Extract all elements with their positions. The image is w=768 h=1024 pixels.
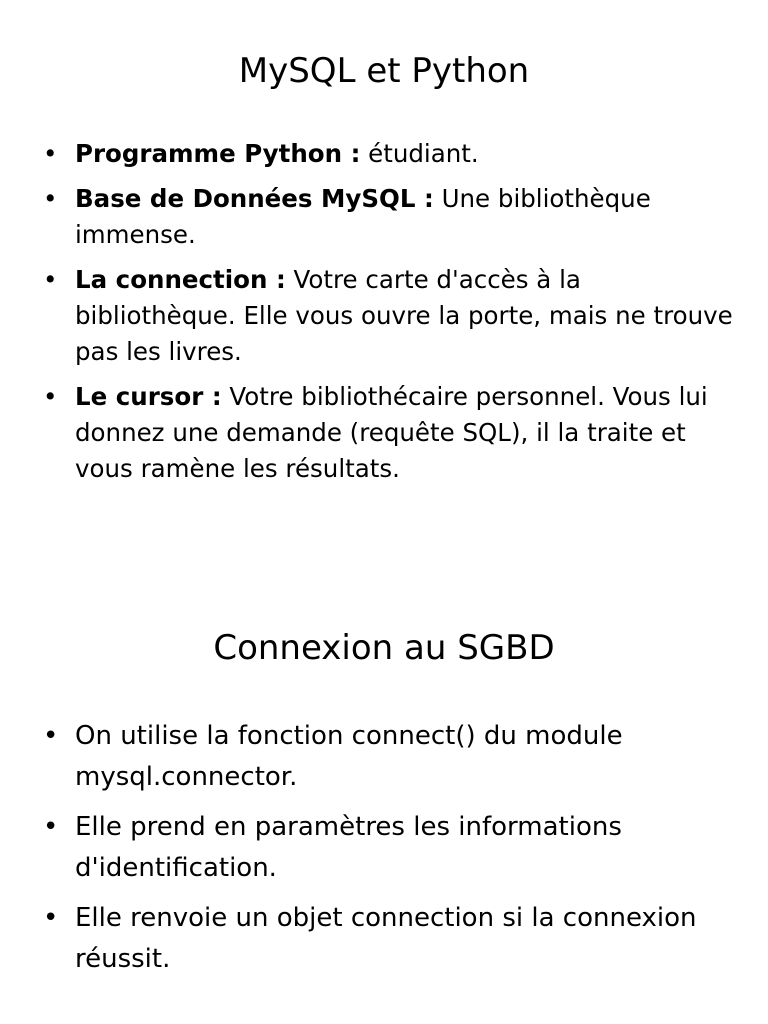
bullet-term: Le cursor : bbox=[75, 382, 222, 411]
bullet-icon: • bbox=[43, 812, 59, 842]
bullet-text: Elle renvoie un objet connection si la connexion réussit. bbox=[75, 903, 697, 974]
list-item bbox=[43, 807, 733, 889]
bullet-icon: • bbox=[43, 184, 58, 213]
bullet-text: Votre carte d'accès à la bibliothèque. Elle vous ouvre la porte, mais ne trouve pas les livres. bbox=[75, 265, 733, 366]
bullet-text: On utilise la fonction connect() du module mysql.connector. bbox=[75, 721, 623, 792]
bullet-icon: • bbox=[43, 139, 58, 168]
list-item bbox=[43, 379, 733, 487]
list-item bbox=[43, 181, 733, 253]
bullet-icon: • bbox=[43, 903, 59, 933]
bullet-text: Elle prend en paramètres les informations d'identification. bbox=[75, 812, 622, 883]
list-item bbox=[43, 262, 733, 370]
list-item bbox=[43, 898, 733, 980]
bullet-text: Votre bibliothécaire personnel. Vous lui donnez une demande (requête SQL), il la traite et vous ramène les résultats. bbox=[75, 382, 708, 483]
slide-connexion-sgbd bbox=[0, 512, 768, 1024]
list-item bbox=[43, 716, 733, 798]
bullet-term: Base de Données MySQL : bbox=[75, 184, 434, 213]
bullet-icon: • bbox=[43, 265, 58, 294]
bullet-term: Programme Python : bbox=[75, 139, 361, 168]
bullet-term: La connection : bbox=[75, 265, 286, 294]
bullet-icon: • bbox=[43, 721, 59, 751]
bullet-list bbox=[43, 136, 733, 496]
bullet-text: Une bibliothèque immense. bbox=[75, 184, 651, 249]
bullet-list bbox=[43, 716, 733, 989]
bullet-icon: • bbox=[43, 382, 58, 411]
list-item bbox=[43, 136, 733, 172]
slide-title: MySQL et Python bbox=[238, 51, 530, 91]
bullet-text: étudiant. bbox=[360, 139, 479, 168]
slide-title: Connexion au SGBD bbox=[213, 628, 555, 668]
